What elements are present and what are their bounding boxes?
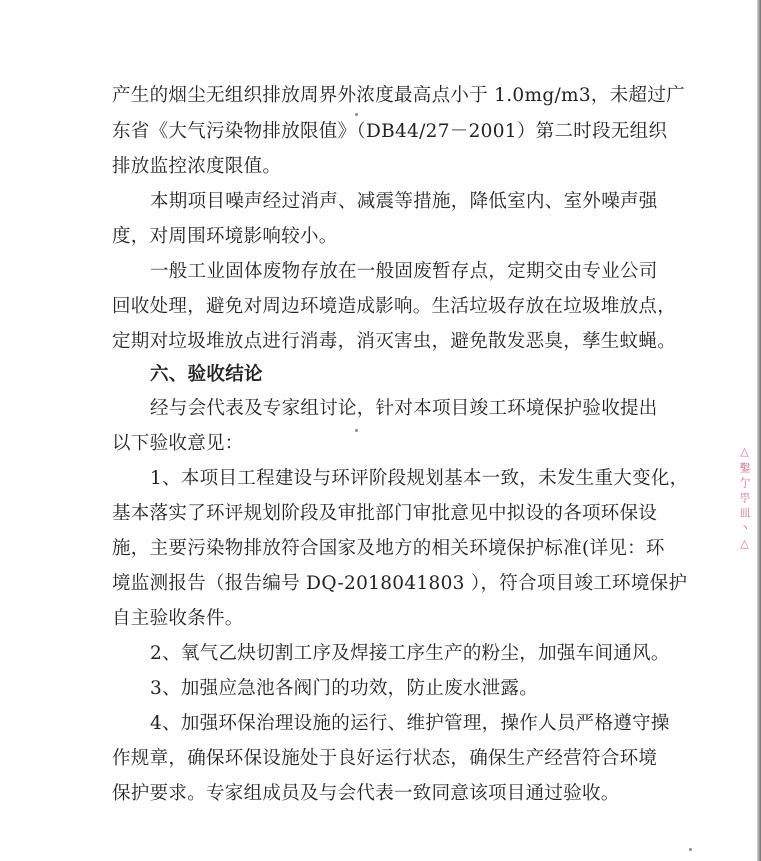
seal-stamp-fragment: △鑿亇甼皿丶△ — [738, 445, 751, 554]
text-line: 施，主要污染物排放符合国家及地方的相关环境保护标准(详见：环 — [112, 538, 665, 559]
text-line: 保护要求。专家组成员及与会代表一致同意该项目通过验收。 — [112, 783, 620, 804]
paragraph-noise: 本期项目噪声经过消声、减震等措施，降低室内、室外噪声强 — [150, 191, 658, 212]
text-line: 作规章，确保环保设施处于良好运行状态，确保生产经营符合环境 — [112, 748, 658, 769]
text-line: 回收处理，避免对周边环境造成影响。生活垃圾存放在垃圾堆放点， — [112, 296, 677, 317]
text-line: 自主验收条件。 — [112, 608, 244, 629]
section-heading: 六、验收结论 — [150, 364, 263, 385]
list-item-1: 1、本项目工程建设与环评阶段规划基本一致，未发生重大变化， — [150, 468, 689, 489]
text-line: 以下验收意见： — [112, 433, 244, 454]
text-line: 产生的烟尘无组织排放周界外浓度最高点小于 1.0mg/m3，未超过广 — [112, 85, 685, 106]
text-line: 东省《大气污染物排放限值》（DB44/27－2001）第二时段无组织 — [112, 121, 668, 142]
page-edge-shadow — [757, 0, 761, 861]
scan-speck — [355, 113, 358, 116]
list-item-3: 3、加强应急池各阀门的功效，防止废水泄露。 — [150, 678, 539, 699]
text-line: 定期对垃圾堆放点进行消毒，消灭害虫，避免散发恶臭，孳生蚊蝇。 — [112, 331, 677, 352]
list-item-2: 2、氧气乙炔切割工序及焊接工序生产的粉尘，加强车间通风。 — [150, 643, 670, 664]
scan-speck — [355, 429, 358, 432]
scan-speck — [689, 848, 692, 851]
text-line: 境监测报告（报告编号 DQ-2018041803 ），符合项目竣工环境保护 — [112, 573, 688, 594]
paragraph-solid-waste: 一般工业固体废物存放在一般固废暂存点，定期交由专业公司 — [150, 261, 658, 282]
paragraph-intro: 经与会代表及专家组讨论，针对本项目竣工环境保护验收提出 — [150, 398, 658, 419]
text-line: 度，对周围环境影响较小。 — [112, 226, 338, 247]
text-line: 基本落实了环评规划阶段及审批部门审批意见中拟设的各项环保设 — [112, 503, 658, 524]
list-item-4: 4、加强环保治理设施的运行、维护管理，操作人员严格遵守操 — [150, 713, 670, 734]
text-line: 排放监控浓度限值。 — [112, 156, 282, 177]
